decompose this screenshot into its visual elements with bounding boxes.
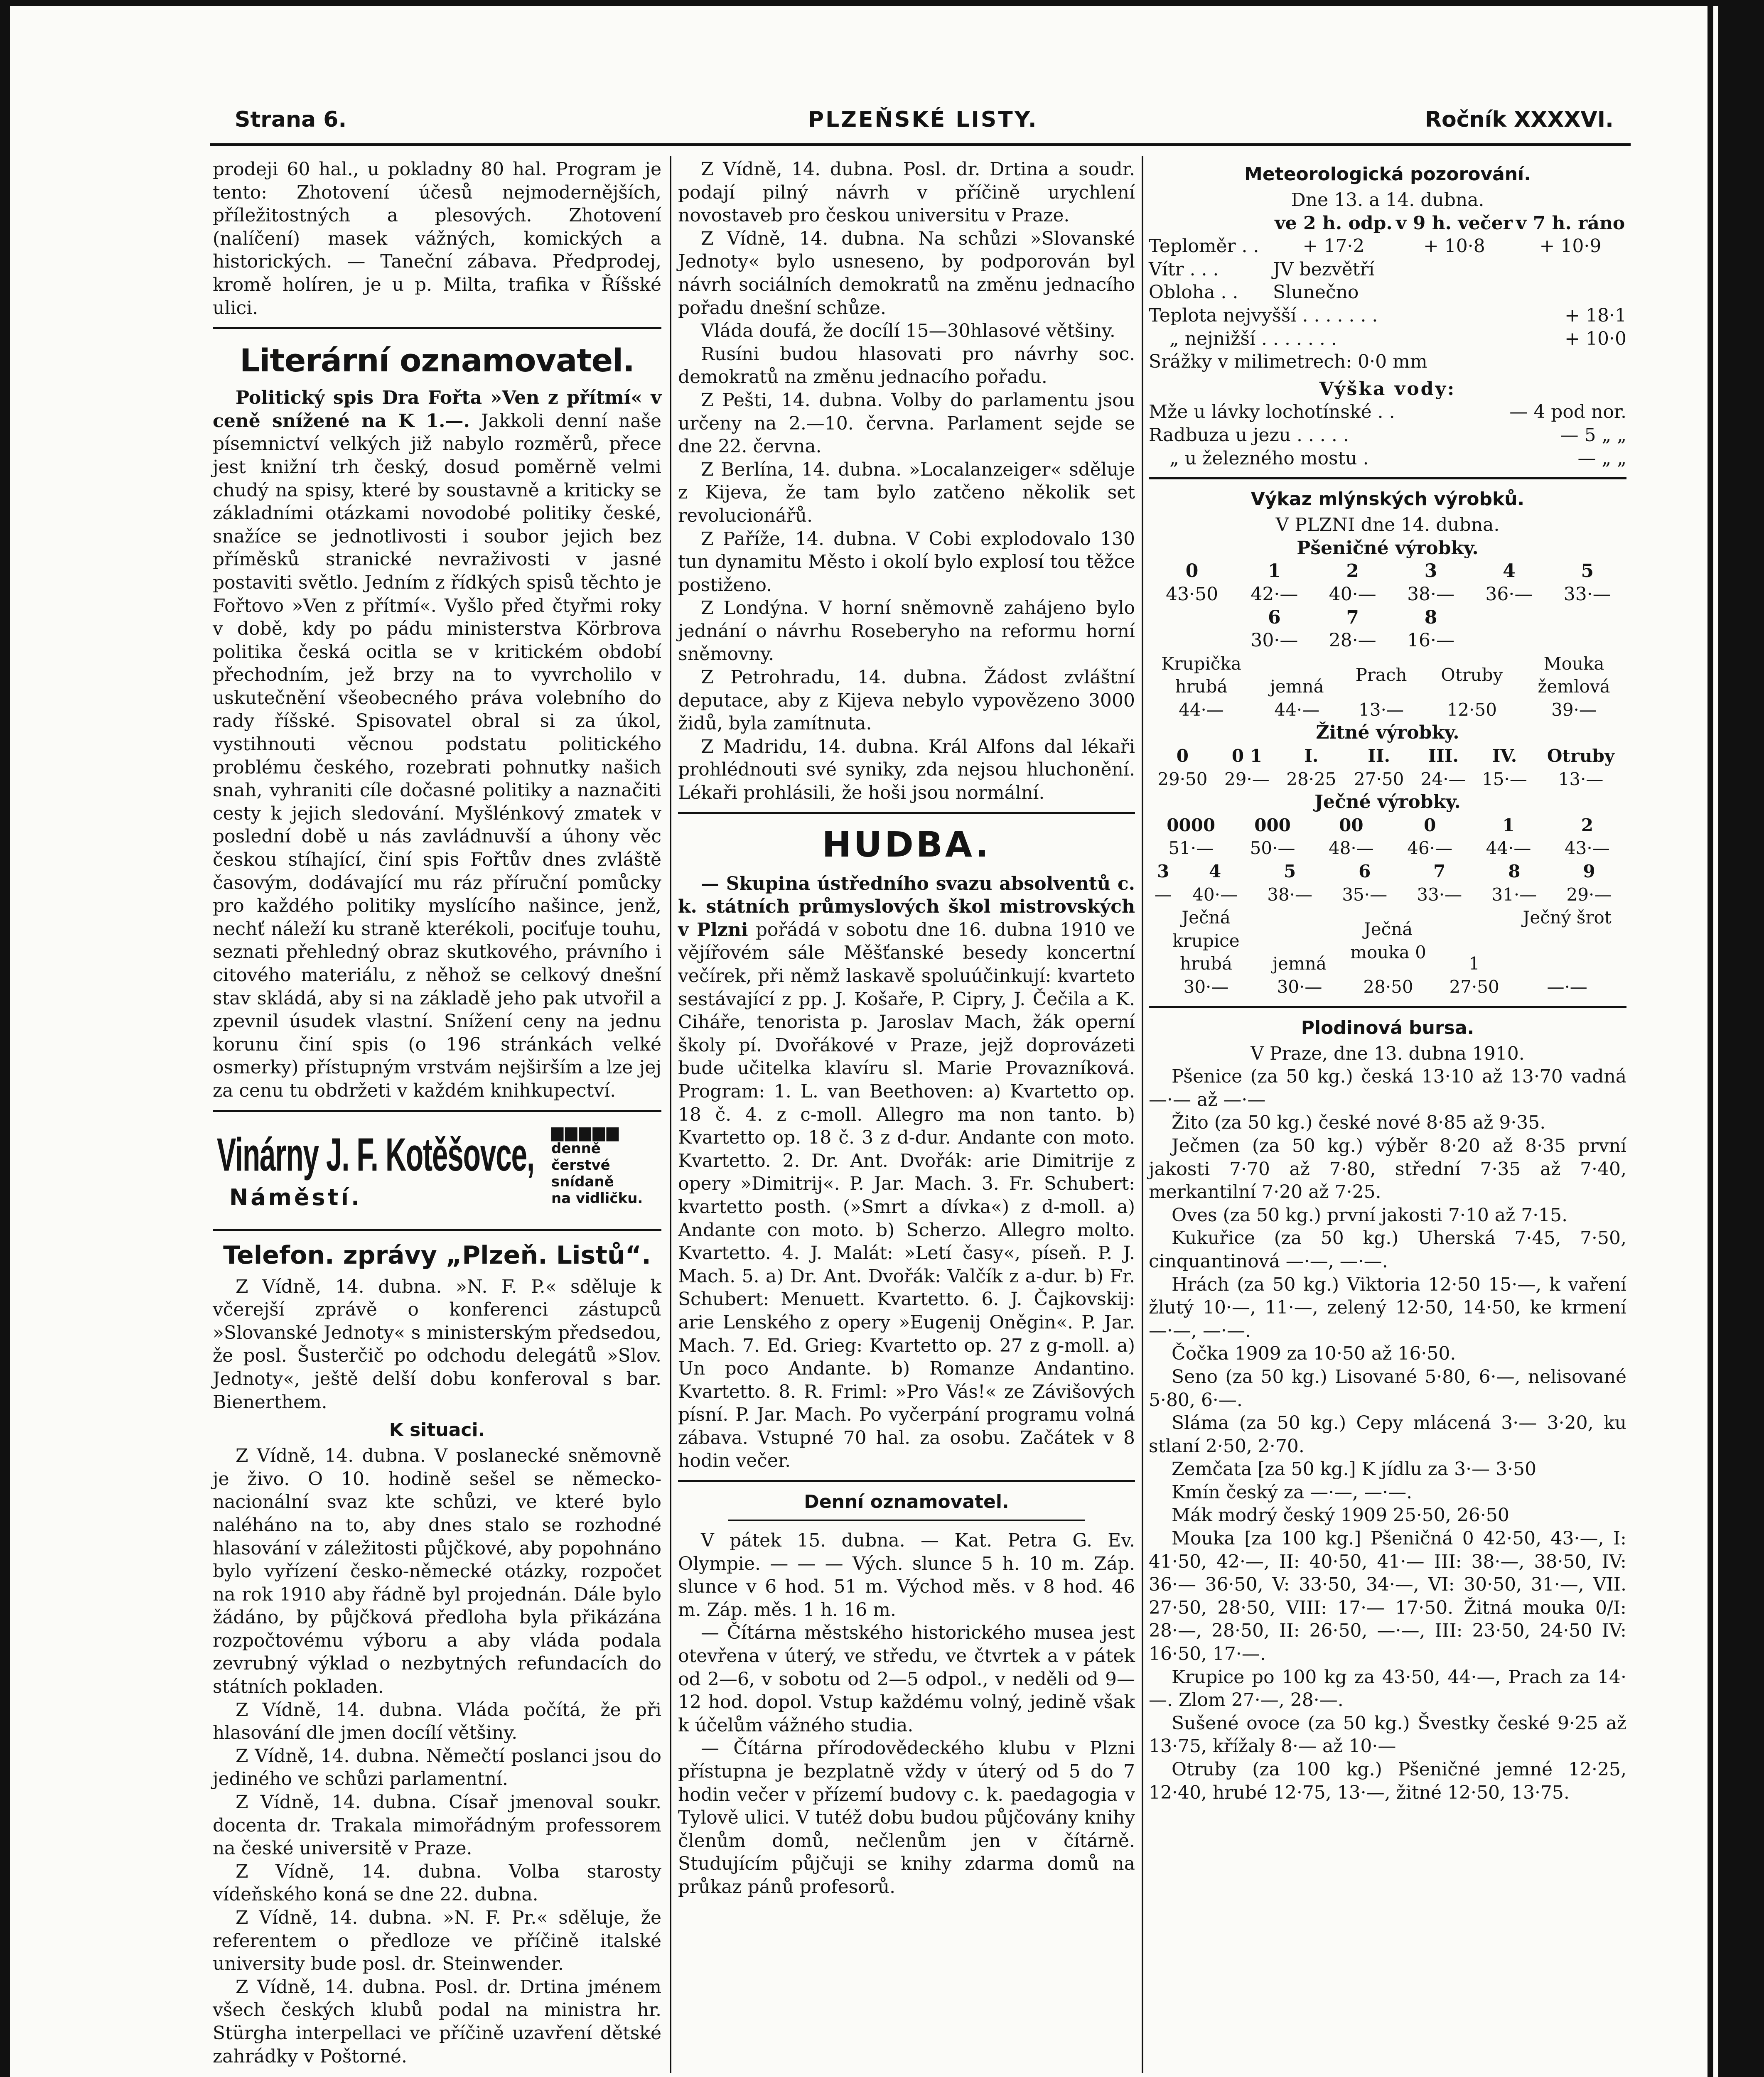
market-item: Žito (za 50 kg.) české nové 8·85 až 9·35.	[1172, 1112, 1546, 1134]
cell: 46·—	[1407, 838, 1453, 859]
table-header	[1149, 744, 1626, 768]
paragraph: prodeji 60 hal., u pokladny 80 hal. Program je tento: Zhotovení účesů nejmodernějších, příležitostných a plesových. Zhotovení (nalíčení) masek vážných, komických a historických. — Taneční zábava. Předprodej, kromě holíren, je u p. Milta, trafika v Říšské ulici.	[213, 159, 661, 319]
table-row	[1149, 350, 1626, 373]
cell: —·—	[1547, 977, 1587, 997]
news-item: Z Pešti, 14. dubna. Volby do parlamentu jsou určeny na 2.—10. června. Parlament sejde se dne 22. června.	[678, 389, 1135, 457]
news-item: Z Petrohradu, 14. dubna. Žádost zvláštní deputace, aby z Kijeva nebylo vypovězeno 3000 židů, byla zamítnuta.	[678, 667, 1135, 734]
column-header: 4	[1503, 560, 1516, 582]
subsection-title: Žitné výrobky.	[1316, 722, 1459, 744]
news-item: Z Vídně, 14. dubna. »N. F. P.« sděluje k včerejší zprávě o konferenci zástupců »Slovanské Jednoty« s ministerským předsedou, že posl. Šusterčič po odchodu delegátů »Slov. Jednoty«, ještě delší dobu konferoval s bar. Bienerthem.	[213, 1276, 661, 1413]
column-header: Ječná krupice hrubá	[1172, 907, 1240, 974]
column-header: III.	[1428, 746, 1459, 766]
subsection-title: Pšeničné výrobky.	[1297, 537, 1479, 559]
column-1	[213, 158, 661, 2068]
news-item: Z Vídně, 14. dubna. Na schůzi »Slovanské Jednoty« bylo usneseno, by podporován byl návrh sociálních demokratů na změnu jednacího pořadu dnešní schůze.	[678, 228, 1135, 319]
row-label: Vítr . . .	[1149, 258, 1219, 280]
column-header: 2	[1581, 815, 1593, 835]
barley-table-2	[1149, 860, 1626, 906]
scan-border-right-line	[1707, 0, 1713, 2077]
divider	[213, 327, 661, 329]
divider	[678, 1480, 1135, 1482]
column-header: 4	[1209, 861, 1221, 882]
lead: — Skupina ústředního svazu absolventů c. k. státních průmyslových škol mistrovských v Plzni	[678, 873, 1135, 940]
cell: 13·—	[1359, 699, 1404, 720]
cell: — 5 „ „	[1560, 424, 1626, 446]
column-header: 000	[1254, 815, 1291, 835]
column-header: 1	[1469, 953, 1480, 974]
column-header: 5	[1284, 861, 1296, 882]
paragraph	[678, 872, 1135, 1473]
divider	[213, 1110, 661, 1112]
table-row	[1149, 975, 1626, 999]
wine-bar-advertisement	[213, 1120, 661, 1222]
cell: 29·50	[1157, 768, 1208, 789]
table-row	[1149, 281, 1626, 304]
cell: 35·—	[1342, 884, 1388, 905]
subsection-title: Ječné výrobky.	[1314, 791, 1461, 813]
column-header: Krupička hrubá	[1161, 653, 1241, 697]
column-header: 7	[1346, 606, 1359, 628]
cell: 28·50	[1363, 977, 1413, 997]
column-header: 8	[1424, 606, 1437, 628]
cell: 38·—	[1407, 583, 1455, 605]
cell: 12·50	[1447, 699, 1497, 720]
news-item: Z Vídně, 14. dubna. Císař jmenoval soukr. docenta dr. Trakala mimořádným professorem na české universitě v Praze.	[213, 1792, 661, 1859]
cups-icon: ▆▆▆▆▆	[551, 1122, 621, 1141]
column-header: Prach	[1355, 665, 1407, 685]
column-header: 1	[1502, 815, 1515, 835]
news-item: Z Vídně, 14. dubna. Posl. dr. Drtina jménem všech českých klubů podal na ministra hr. Stürgha interpellaci ve příčině uzavření dětské zahrádky v Poštorné.	[213, 1976, 661, 2067]
cell: JV bezvětří	[1273, 258, 1375, 280]
cell: 27·50	[1449, 977, 1499, 997]
market-item: Sušené ovoce (za 50 kg.) Švestky české 9·25 až 13·75, křížaly 8·— až 10·—	[1149, 1712, 1626, 1757]
column-header: II.	[1368, 746, 1391, 766]
divider	[728, 1520, 1085, 1521]
cell: — 4 pod nor.	[1509, 401, 1626, 423]
rye-table	[1149, 744, 1626, 791]
cell: 13·—	[1558, 768, 1604, 789]
column-header: 5	[1581, 560, 1594, 582]
column-header: 8	[1508, 861, 1521, 882]
subsection-title: Výška vody:	[1319, 378, 1456, 400]
cell: 40·—	[1329, 583, 1376, 605]
wheat-table	[1149, 560, 1626, 652]
row-label: Teploměr . .	[1149, 236, 1259, 257]
lead: Politický spis Dra Fořta »Ven z přítmí« v ceně snížené na K 1.—.	[213, 387, 661, 432]
table-row	[1149, 327, 1626, 351]
body-text: pořádá v sobotu dne 16. dubna 1910 ve vějířovém sále Měšťanské besedy koncertní večírek, při němž laskavě spoluúčinkují: kvarteto sestávající z pp. J. Košaře, P. Cipry, J. Čečila a K. Ciháře, tenorista p. Jaroslav Mach, žák operní školy pí. Dvořákové v Praze, jejž doprovázeti bude učitelka klavíru sl. Marie Provazníková. Program: 1. L. van Beethoven: a) Kvartetto op. 18 č. 4. z c-moll. Allegro ma non tanto. b) Kvartetto op. 18 č. 3 z d-dur. Andante con moto. Kvartetto. 2. Dr. Ant. Dvořák: arie Dimitrije z opery »Dimitrij«. P. Jar. Mach. 3. Fr. Schubert: kvartetto posth. (»Smrt a dívka«) z d-moll. a) Andante con moto. b) Scherzo. Allegro molto. Kvartetto. 4. J. Malát: »Letí časy«, píseň. P. J. Mach. 5. a) Dr. Ant. Dvořák: Valčík z a-dur. b) Fr. Schubert: Menuett. Kvartetto. 6. J. Čajkovskij: arie Lenského z opery »Eugenij Oněgin«. P. Jar. Mach. 7. Ed. Grieg: Kvartetto op. 27 z g-moll. a) Un poco Andante. b) Romanze Andantino. Kvartetto. 8. R. Friml: »Pro Vás!« ze Závišových písní. P. Jar. Mach. Po vyčerpání programu volná zábava. Vstupné 70 hal. za osobu. Začátek v 8 hodin večer.	[678, 919, 1135, 1472]
body-text: Jakkoli denní naše písemnictví velkých již nabylo rozměrů, přece jest knižní trh český, dosud poměrně velmi chudý na spisy, které by soustavně a kriticky se základními otázkami novodobé politiky české, snažíce se jednotlivosti i soubor jejich bez příměsků stranické nevraživosti v jasné postaviti světlo. Jedním z řídkých spisů těchto je Fořtovo »Ven z přítmí«. Vyšlo před čtyřmi roky v době, kdy po pádu ministerstva Körbrova politika česká ocitla se v kritickém období přechodním, jež brzy na to vyvrcholilo v uskutečnění všeobecného práva volebního do rady říšské. Spisovatel obral si za úkol, vystihnouti věcnou podstatu politického problému českého, rozebrati pohnutky našich snah, vyhraniti cíle dočasné politiky a naznačiti cesty k jejich sledování. Myšlénkový zmatek v poslední době u nás zavládnuvší a úhony věc českou stíhající, činí spis Fořtův dnes zvláště časovým, dodávající mu ráz příruční pomůcky pro každého politiky myslícího našince, jenž, nechť náleží ku straně kterékoli, pociťuje touhu, seznati přehledný obraz skutkového, právního i citového materiálu, z něhož se celkový dnešní stav skládá, aby si na základě jeho pak utvořil a zpevnil úsudek vlastní. Snížení ceny na jednu korunu činí spis (o 196 stránkách velké osmerky) přístupným vrstvám nejširším a lze jej za cenu tu obdržeti v každém knihkupectví.	[213, 410, 661, 1101]
market-item: Mouka [za 100 kg.] Pšeničná 0 42·50, 43·—, I: 41·50, 42·—, II: 40·50, 41·— III: 38·—, 38·50, IV: 36·— 36·50, V: 33·50, 34·—, VI: 30·50, 31·—, VII. 27·50, 28·50, VIII: 17·— 17·50. Žitná mouka 0/I: 28·—, 28·50, II: 26·50, —·—, III: 23·50, 24·50 IV: 16·50, 17·—.	[1149, 1528, 1626, 1665]
section-title: Denní oznamovatel.	[804, 1491, 1009, 1513]
cell: 29·—	[1224, 768, 1270, 789]
cell: 39·—	[1551, 699, 1597, 720]
water-table	[1149, 400, 1626, 470]
table-header	[1149, 860, 1626, 883]
market-item: Ječmen (za 50 kg.) výběr 8·20 až 8·35 první jakosti 7·70 až 7·80, střední 7·35 až 7·40, merkantilní 7·20 až 7·25.	[1149, 1135, 1626, 1203]
paragraph: V pátek 15. dubna. — Kat. Petra G. Ev. Olympie. — — — Vých. slunce 5 h. 10 m. Záp. slunce v 6 hod. 51 m. Východ měs. v 8 hod. 46 m. Záp. měs. 1 h. 16 m.	[678, 1530, 1135, 1620]
section-title: Plodinová bursa.	[1301, 1017, 1474, 1038]
scan-border-right	[1718, 0, 1764, 2077]
ad-name: Vinárny J. F. Kotěšovce,	[217, 1128, 534, 1181]
header-rule	[210, 143, 1631, 146]
cell: 44·—	[1274, 699, 1320, 720]
volume-number: Ročník XXXXVI.	[1425, 107, 1614, 132]
column-header: ve 2 h. odp.	[1275, 212, 1393, 234]
market-item: Krupice po 100 kg za 43·50, 44·—, Prach za 14·—. Zlom 27·—, 28·—.	[1149, 1666, 1626, 1711]
news-item: Z Vídně, 14. dubna. Vláda počítá, že při hlasování dle jmen docílí většiny.	[213, 1699, 661, 1744]
column-header: I.	[1304, 746, 1319, 766]
column-header: 2	[1346, 560, 1359, 582]
column-divider-2	[1142, 156, 1143, 2073]
column-header: 1	[1268, 560, 1281, 582]
news-item: Z Vídně, 14. dubna. Volba starosty vídeňského koná se dne 22. dubna.	[213, 1861, 661, 1905]
section-title: HUDBA.	[822, 824, 991, 865]
column-header: jemná	[1273, 953, 1327, 974]
column-header: v 9 h. večer	[1395, 212, 1513, 234]
news-item: Z Berlína, 14. dubna. »Localanzeiger« sděluje z Kijeva, že tam bylo zatčeno několik set revolucionářů.	[678, 459, 1135, 526]
table-header	[1149, 606, 1626, 629]
table-row	[1149, 583, 1626, 606]
row-label: Obloha . .	[1149, 282, 1238, 303]
cell: + 10·0	[1565, 328, 1626, 349]
column-3	[1149, 158, 1626, 1804]
cell: 50·—	[1250, 838, 1295, 859]
masthead-title: PLZEŇSKÉ LISTY.	[808, 107, 1038, 132]
column-header: 3	[1424, 560, 1437, 582]
ad-line: na vidličku.	[551, 1190, 643, 1207]
market-item: Pšenice (za 50 kg.) česká 13·10 až 13·70 vadná —·— až —·—	[1149, 1066, 1626, 1110]
paragraph	[213, 386, 661, 1102]
market-item: Hrách (za 50 kg.) Viktoria 12·50 15·—, k vaření žlutý 10·—, 11·—, zelený 12·50, 14·50, ke krmení —·—, —·—.	[1149, 1274, 1626, 1341]
date-line: Dne 13. a 14. dubna.	[1291, 189, 1484, 211]
market-item: Mák modrý český 1909 25·50, 26·50	[1172, 1505, 1509, 1526]
ad-line: snídaně	[551, 1173, 614, 1190]
column-2	[678, 158, 1135, 1899]
cell: 36·—	[1485, 583, 1533, 605]
cell: 29·—	[1566, 884, 1612, 905]
table-row	[1149, 258, 1626, 281]
column-header: Otruby	[1547, 746, 1615, 766]
column-header: jemná	[1270, 676, 1324, 697]
ad-place: Náměstí.	[229, 1184, 362, 1210]
table-row	[1149, 768, 1626, 791]
paragraph: — Čítárna městského historického musea jest otevřena v úterý, ve středu, ve čtvrtek a v pátek od 2—6, v sobotu od 2—5 odpol., v neděli od 9—12 hod. dopol. Vstup každému volný, jedině však k účelům vážného studia.	[678, 1622, 1135, 1736]
divider	[1149, 1006, 1626, 1008]
cell: + 17·2	[1302, 236, 1365, 257]
market-item: Zemčata [za 50 kg.] K jídlu za 3·— 3·50	[1172, 1458, 1537, 1480]
cell: — „ „	[1577, 447, 1626, 469]
cell: + 18·1	[1565, 304, 1626, 326]
table-row	[1149, 698, 1626, 722]
table-row	[1149, 400, 1626, 424]
news-item: Z Madridu, 14. dubna. Král Alfons dal lékaři prohlédnouti své syniky, zda nejsou hluchonění. Lékaři prohlásili, že hoši jsou normální.	[678, 736, 1135, 804]
row-label: Mže u lávky lochotínské . .	[1149, 401, 1395, 423]
weather-table	[1149, 212, 1626, 373]
table-row	[1149, 629, 1626, 652]
cell: 28·25	[1286, 768, 1337, 789]
market-item: Seno (za 50 kg.) Lisované 5·80, 6·—, nelisované 5·80, 6·—.	[1149, 1366, 1626, 1411]
table-header	[1149, 652, 1626, 698]
cell: 15·—	[1482, 768, 1527, 789]
cell: 43·50	[1166, 583, 1219, 605]
news-item: Z Paříže, 14. dubna. V Cobi explodovalo 130 tun dynamitu Město i okolí bylo explosí tou těžce postiženo.	[678, 528, 1135, 596]
news-item: Vláda doufá, že docílí 15—30hlasové většiny.	[701, 320, 1115, 342]
cell: Slunečno	[1273, 282, 1359, 303]
cell: 27·50	[1354, 768, 1404, 789]
table-row	[1149, 837, 1626, 860]
news-item: Rusíni budou hlasovati pro návrhy soc. demokratů na změnu jednacího pořadu.	[678, 343, 1135, 388]
scan-border-top	[0, 0, 1764, 6]
cell: 30·—	[1277, 977, 1322, 997]
column-header: 00	[1339, 815, 1364, 835]
news-item: Z Vídně, 14. dubna. V poslanecké sněmovně je živo. O 10. hodině sešel se německo-nacionální svaz kte schůzi, ve které bylo naléháno na to, aby dnes stalo se rozhodné hlasování v záležitosti půjčkové, aby popohnáno bylo vyřízení česko-německé otázky, rozpočet na rok 1910 aby řádně byl projednán. Dále bylo žádáno, by půjčková předloha byla přikázána rozpočtovému výboru a aby vláda podala zevrubný výklad o nezbytných refundacích do státních pokladen.	[213, 1445, 661, 1698]
page-number: Strana 6.	[235, 107, 347, 132]
barley-table-3	[1149, 906, 1626, 998]
table-row	[1149, 447, 1626, 470]
column-header: 0	[1176, 746, 1189, 766]
date-line: V Praze, dne 13. dubna 1910.	[1251, 1043, 1525, 1064]
cell: 30·—	[1183, 977, 1229, 997]
divider	[213, 1229, 661, 1231]
column-header: 9	[1583, 861, 1595, 882]
market-item: Otruby (za 100 kg.) Pšeničné jemné 12·25, 12·40, hrubé 12·75, 13·—, žitné 12·50, 13·75.	[1149, 1759, 1626, 1803]
column-header: v 7 h. ráno	[1516, 212, 1625, 234]
market-item: Kmín český za —·—, —·—.	[1172, 1481, 1413, 1503]
news-item: Z Vídně, 14. dubna. Němečtí poslanci jsou do jediného ve schůzi parlamentní.	[213, 1745, 661, 1790]
section-title: Literární oznamovatel.	[239, 342, 635, 379]
column-header: 6	[1359, 861, 1371, 882]
column-header: Ječná mouka 0	[1350, 919, 1426, 962]
ad-line: denně čerstvé	[551, 1140, 610, 1174]
cell: 44·—	[1486, 838, 1531, 859]
market-item: Oves (za 50 kg.) první jakosti 7·10 až 7·15.	[1172, 1204, 1568, 1226]
barley-table	[1149, 814, 1626, 860]
news-item: Z Vídně, 14. dubna. Posl. dr. Drtina a soudr. podají pilný návrh v příčině urychlení novostaveb pro českou universitu v Praze.	[678, 159, 1135, 226]
column-header: 6	[1268, 606, 1281, 628]
cell: 38·—	[1267, 884, 1313, 905]
section-title: Meteorologická pozorování.	[1244, 164, 1531, 185]
section-title: Výkaz mlýnských výrobků.	[1251, 489, 1525, 510]
table-row	[1149, 235, 1626, 258]
date-line: V PLZNI dne 14. dubna.	[1275, 514, 1500, 536]
cell: 40·—	[1192, 884, 1238, 905]
column-header: 0	[1185, 560, 1199, 582]
cell: 16·—	[1407, 630, 1455, 651]
table-row	[1149, 304, 1626, 327]
ad-offer	[551, 1124, 657, 1207]
table-header	[1149, 560, 1626, 583]
row-label: „ u železného mostu .	[1169, 447, 1369, 469]
paragraph: — Čítárna přírodovědeckého klubu v Plzni přístupna je bezplatně vždy v úterý od 5 do 7 hodin večer v přízemí budovy c. k. paedagogia v Tylově ulici. V tutéž dobu budou půjčovány knihy členům domů, nečlenům jen v čítárně. Studujícím půjčuji se knihy zdarma domů na průkaz pánů profesorů.	[678, 1738, 1135, 1898]
row-label: Radbuza u jezu . . . . .	[1149, 424, 1349, 446]
divider	[678, 812, 1135, 814]
market-item: Kukuřice (za 50 kg.) Uherská 7·45, 7·50, cinquantinová —·—, —·—.	[1149, 1228, 1626, 1272]
column-header: 0 1	[1231, 746, 1262, 766]
wheat-table-2	[1149, 652, 1626, 722]
column-header: Ječný šrot	[1523, 907, 1612, 928]
market-item: Čočka 1909 za 10·50 až 16·50.	[1172, 1343, 1456, 1365]
row-label: Teplota nejvyšší . . . . . . .	[1149, 304, 1378, 326]
row-label: „ nejnižší . . . . . . .	[1169, 328, 1337, 349]
column-header: Otruby	[1441, 665, 1503, 685]
table-row	[1149, 883, 1626, 906]
scan-border-left	[0, 0, 10, 2077]
table-header	[1149, 814, 1626, 837]
cell: 44·—	[1179, 699, 1224, 720]
divider	[1149, 477, 1626, 479]
cell: 28·—	[1329, 630, 1376, 651]
cell: 24·—	[1420, 768, 1466, 789]
row-label: Srážky v milimetrech: 0·0 mm	[1149, 351, 1427, 373]
column-header: 3	[1157, 861, 1169, 882]
cell: 33·—	[1563, 583, 1611, 605]
cell: 30·—	[1251, 630, 1298, 651]
column-header: 0	[1424, 815, 1436, 835]
cell: —	[1154, 884, 1172, 905]
section-title: Telefon. zprávy „Plzeň. Listů“.	[223, 1240, 651, 1270]
cell: 33·—	[1417, 884, 1462, 905]
column-header: IV.	[1492, 746, 1517, 766]
cell: 48·—	[1328, 838, 1374, 859]
table-row	[1149, 424, 1626, 447]
market-item: Sláma (za 50 kg.) Cepy mlácená 3·— 3·20, ku stlaní 2·50, 2·70.	[1149, 1412, 1626, 1457]
column-header: Mouka žemlová	[1538, 653, 1610, 697]
cell: + 10·9	[1539, 236, 1602, 257]
cell: 43·—	[1564, 838, 1610, 859]
cell: 42·—	[1251, 583, 1298, 605]
column-divider-1	[670, 156, 671, 2073]
table-header	[1149, 906, 1626, 975]
news-item: Z Londýna. V horní sněmovně zahájeno bylo jednání o návrhu Roseberyho na reformu horní sněmovny.	[678, 597, 1135, 665]
column-header: 7	[1433, 861, 1446, 882]
column-header: 0000	[1167, 815, 1216, 835]
cell: 51·—	[1168, 838, 1214, 859]
cell: 31·—	[1491, 884, 1537, 905]
subsection-title: K situaci.	[389, 1419, 485, 1441]
table-header	[1149, 212, 1626, 235]
cell: + 10·8	[1423, 236, 1485, 257]
news-item: Z Vídně, 14. dubna. »N. F. Pr.« sděluje, že referentem o předloze ve příčině italské university bude posl. dr. Steinwender.	[213, 1907, 661, 1975]
